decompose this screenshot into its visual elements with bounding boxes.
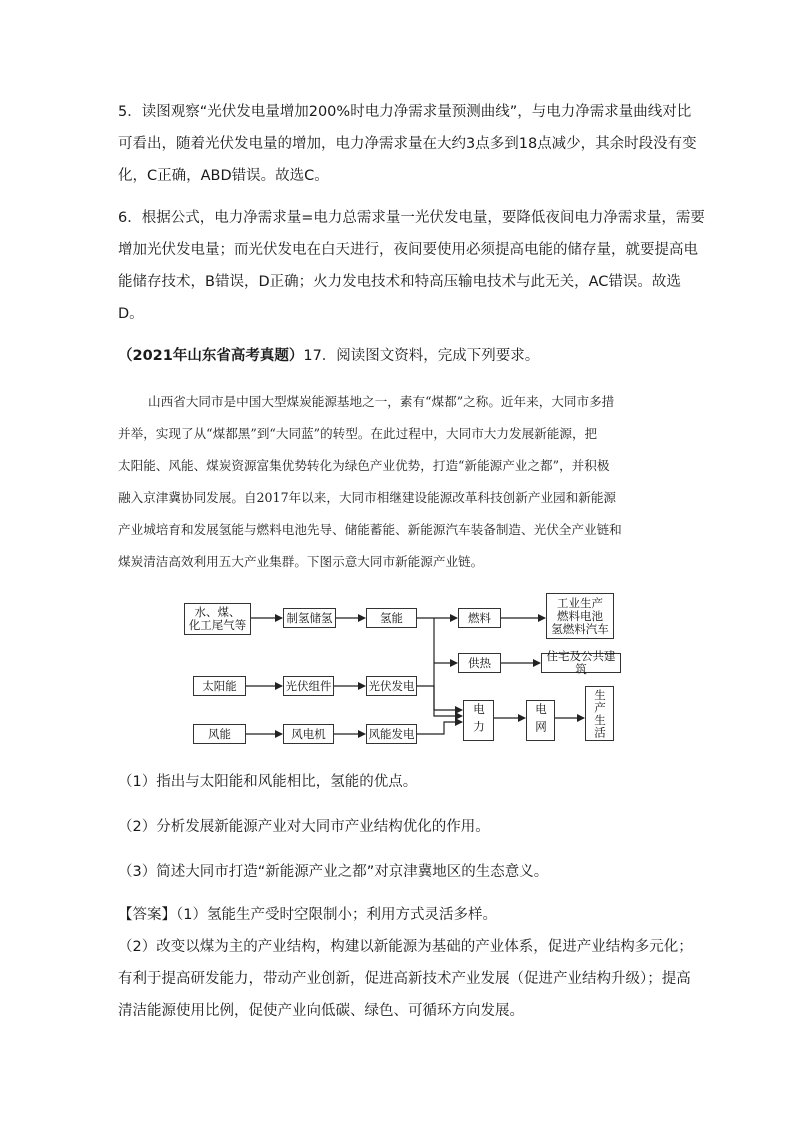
q17-title: 17．阅读图文资料，完成下列要求。 — [303, 348, 540, 364]
wind-power-box: 风能发电 — [366, 724, 417, 744]
heating-box: 供热 — [458, 653, 501, 673]
q17-question-2: （2）分析发展新能源产业对大同市产业结构优化的作用。 — [118, 819, 490, 835]
grid-box: 电网 — [526, 700, 555, 741]
intro-line-6: 煤炭清洁高效利用五大产业集群。下图示意大同市新能源产业链。 — [118, 554, 484, 569]
q17-question-3: （3）简述大同市打造“新能源产业之都”对京津冀地区的生态意义。 — [118, 864, 549, 880]
answer-2-line-1: （2）改变以煤为主的产业结构，构建以新能源为基础的产业体系，促进产业结构多元化； — [118, 939, 693, 955]
answer-2-line-3: 清洁能源使用比例，促使产业向低碳、绿色、可循环方向发展。 — [118, 1003, 524, 1019]
pv-power-box: 光伏发电 — [366, 676, 417, 696]
pv-module-box: 光伏组件 — [283, 676, 334, 696]
hydrogen-energy-box: 氢能 — [366, 608, 417, 628]
arrow-pvpower-to-electricity — [417, 686, 462, 716]
intro-line-1: 山西省大同市是中国大型煤炭能源基地之一，素有“煤都”之称。近年来，大同市多措 — [148, 394, 615, 409]
solar-box: 太阳能 — [193, 676, 246, 696]
q17-source: （2021年山东省高考真题） — [118, 348, 304, 364]
fuel-uses-box: 工业生产 燃料电池 氢燃料汽车 — [546, 593, 614, 639]
electricity-box: 电力 — [463, 700, 494, 741]
answer-1: （1）氢能生产受时空限制小；利用方式灵活多样。 — [176, 907, 497, 923]
q6-line-1: 6．根据公式，电力净需求量=电力总需求量一光伏发电量，要降低夜间电力净需求量，需要 — [118, 210, 705, 226]
answer-label: 【答案】 — [118, 907, 176, 923]
buildings-box: 住宅及公共建筑 — [541, 653, 621, 673]
q5-line-2: 可看出，随着光伏发电量的增加，电力净需求量在大约3点多到18点减少，其余时段没有变 — [118, 136, 697, 152]
arrow-windpower-to-electricity — [417, 722, 462, 734]
intro-line-5: 产业城培育和发展氢能与燃料电池先导、储能蓄能、新能源汽车装备制造、光伏全产业链和 — [118, 522, 622, 537]
q5-line-1: 5．读图观察“光伏发电量增加200%时电力净需求量预测曲线”，与电力净需求量曲线对比 — [118, 104, 692, 120]
q6-line-4: D。 — [118, 306, 144, 322]
q5-line-3: 化，C正确，ABD错误。故选C。 — [118, 168, 329, 184]
q17-question-1: （1）指出与太阳能和风能相比，氢能的优点。 — [118, 774, 418, 790]
intro-line-4: 融入京津冀协同发展。自2017年以来，大同市相继建设能源改革科技创新产业园和新能源 — [118, 490, 617, 505]
wind-turbine-box: 风电机 — [283, 724, 334, 744]
source-water-coal-box: 水、煤、 化工尾气等 — [184, 603, 251, 635]
intro-line-3: 太阳能、风能、煤炭资源富集优势转化为绿色产业优势，打造“新能源产业之都”，并积极 — [118, 458, 610, 473]
fuel-box: 燃料 — [458, 608, 501, 628]
intro-line-2: 并举，实现了从“煤都黑”到“大同蓝”的转型。在此过程中，大同市大力发展新能源，把 — [118, 426, 598, 441]
production-life-box: 生产生活 — [585, 686, 614, 741]
q6-line-3: 能储存技术，B错误，D正确；火力发电技术和特高压输电技术与此无关，AC错误。故选 — [118, 274, 681, 290]
answer-block — [118, 899, 693, 1027]
q6-line-2: 增加光伏发电量；而光伏发电在白天进行，夜间要使用必须提高电能的储存量，就要提高电 — [118, 242, 698, 258]
answer-2-line-2: 有利于提高研发能力，带动产业创新，促进高新技术产业发展（促进产业结构升级）；提高 — [118, 971, 691, 987]
wind-box: 风能 — [193, 724, 246, 744]
h2-production-box: 制氢储氢 — [283, 608, 336, 628]
